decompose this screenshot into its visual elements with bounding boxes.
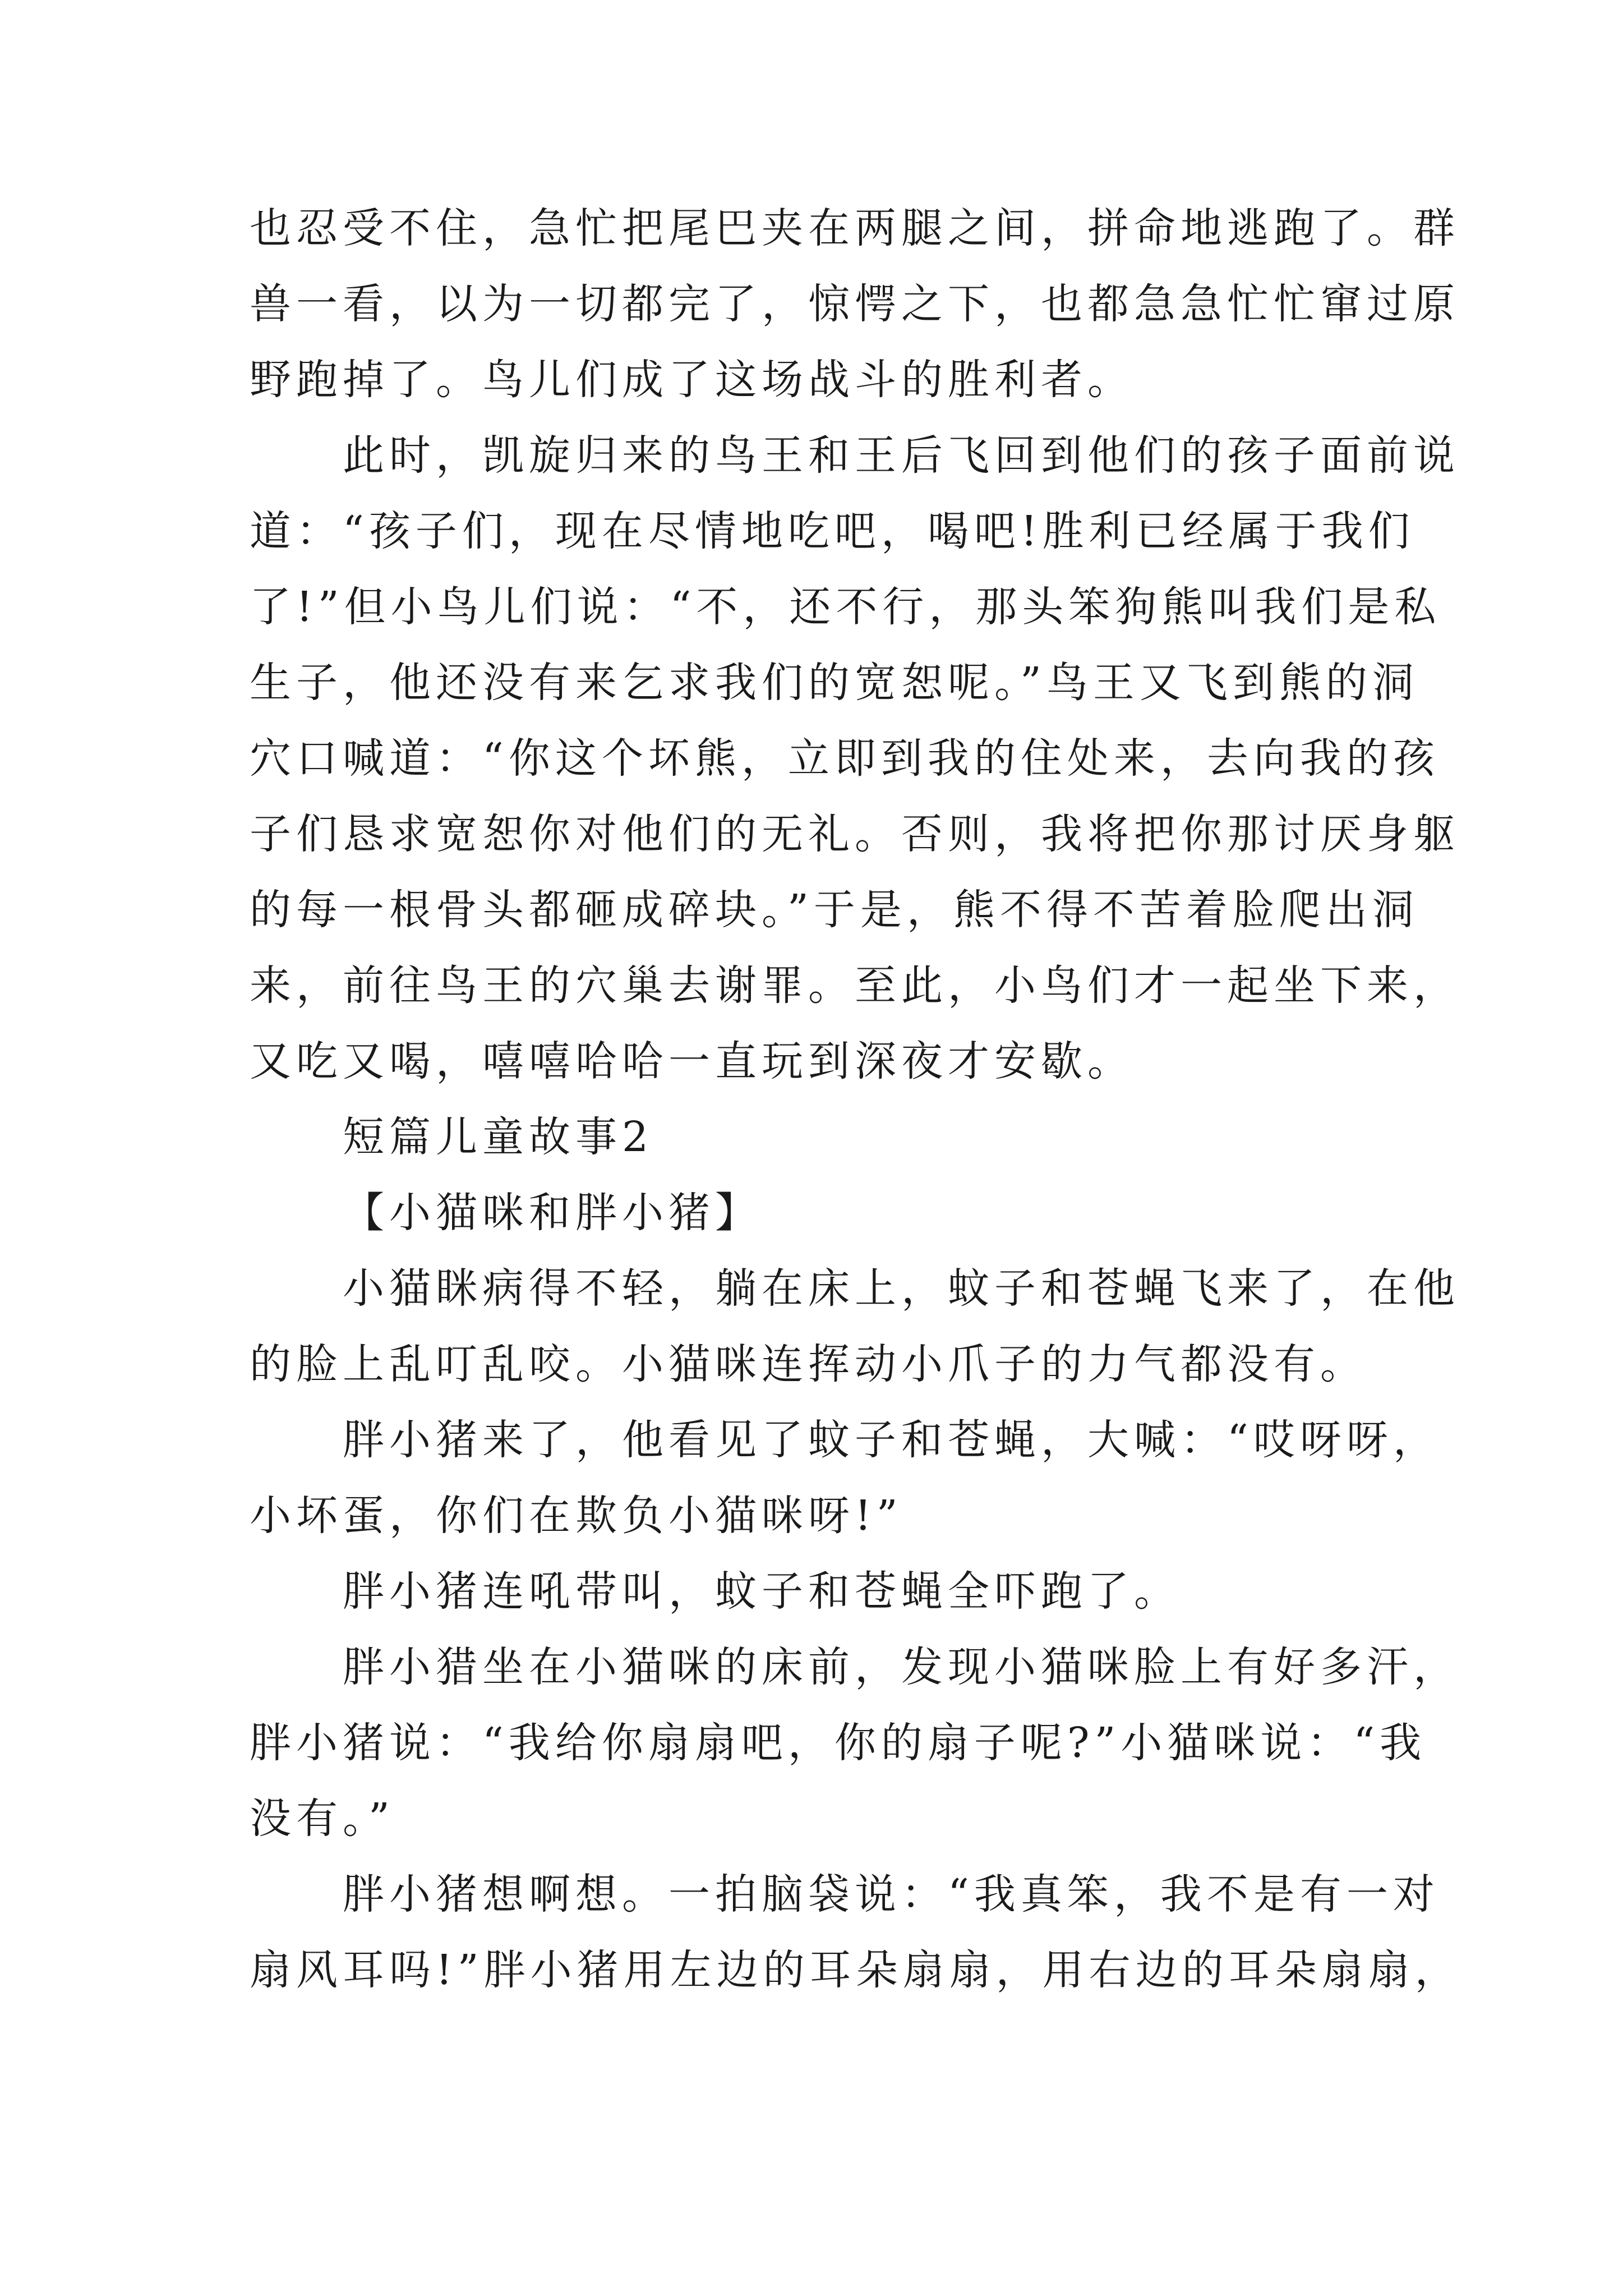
- text-line: 的每一根骨头都砸成碎块。”于是，熊不得不苦着脸爬出洞: [250, 886, 1419, 934]
- text-line: 的脸上乱叮乱咬。小猫咪连挥动小爪子的力气都没有。: [250, 1340, 1367, 1388]
- text-line: 也忍受不住，急忙把尾巴夹在两腿之间，拼命地逃跑了。群: [250, 204, 1460, 252]
- text-line: 子们恳求宽恕你对他们的无礼。否则，我将把你那讨厌身躯: [250, 810, 1460, 858]
- paragraph-7: [250, 1857, 1461, 2008]
- text-line: 此时，凯旋归来的鸟王和王后飞回到他们的孩子面前说: [343, 431, 1460, 480]
- text-line: 小猫眯病得不轻，躺在床上，蚊子和苍蝇飞来了，在他: [343, 1264, 1460, 1313]
- text-line: 兽一看，以为一切都完了，惊愕之下，也都急急忙忙窜过原: [250, 280, 1460, 328]
- document-body: [250, 191, 1461, 2008]
- text-line: 胖小猪想啊想。一拍脑袋说：“我真笨，我不是有一对: [343, 1870, 1440, 1918]
- text-line: 【小猫咪和胖小猪】: [343, 1189, 762, 1237]
- text-line: 穴口喊道：“你这个坏熊，立即到我的住处来，去向我的孩: [250, 734, 1440, 783]
- paragraph-5: [250, 1554, 1382, 1630]
- text-line: 又吃又喝，嘻嘻哈哈一直玩到深夜才安歇。: [250, 1037, 1134, 1085]
- text-line: 来，前往鸟王的穴巢去谢罪。至此，小鸟们才一起坐下来，: [250, 961, 1460, 1010]
- paragraph-2: [250, 418, 1460, 1099]
- text-line: 道：“孩子们，现在尽情地吃吧，喝吧!胜利已经属于我们: [250, 507, 1415, 555]
- paragraph-4: [250, 1402, 1440, 1554]
- text-line: 生子，他还没有来乞求我们的宽恕呢。”鸟王又飞到熊的洞: [250, 659, 1419, 707]
- paragraph-1: [250, 191, 1460, 418]
- text-line: 胖小猪来了，他看见了蚊子和苍蝇，大喊：“哎呀呀，: [343, 1416, 1440, 1464]
- text-line: 短篇儿童故事2: [343, 1113, 654, 1161]
- text-line: 小坏蛋，你们在欺负小猫咪呀!”: [250, 1492, 903, 1540]
- text-line: 胖小猪连吼带叫，蚊子和苍蝇全吓跑了。: [343, 1567, 1181, 1616]
- story-title: [250, 1099, 1382, 1175]
- text-line: 扇风耳吗!”胖小猪用左边的耳朵扇扇，用右边的耳朵扇扇，: [250, 1946, 1461, 1994]
- text-line: 没有。”: [250, 1795, 395, 1843]
- paragraph-3: [250, 1251, 1460, 1402]
- text-line: 胖小猎坐在小猫咪的床前，发现小猫咪脸上有好多汗，: [343, 1643, 1460, 1691]
- paragraph-6: [250, 1630, 1460, 1857]
- text-line: 了!”但小鸟儿们说：“不，还不行，那头笨狗熊叫我们是私: [250, 583, 1441, 631]
- text-line: 野跑掉了。鸟儿们成了这场战斗的胜利者。: [250, 356, 1134, 404]
- text-line: 胖小猪说：“我给你扇扇吧，你的扇子呢?”小猫咪说：“我: [250, 1719, 1427, 1767]
- story-subtitle: [250, 1175, 1382, 1251]
